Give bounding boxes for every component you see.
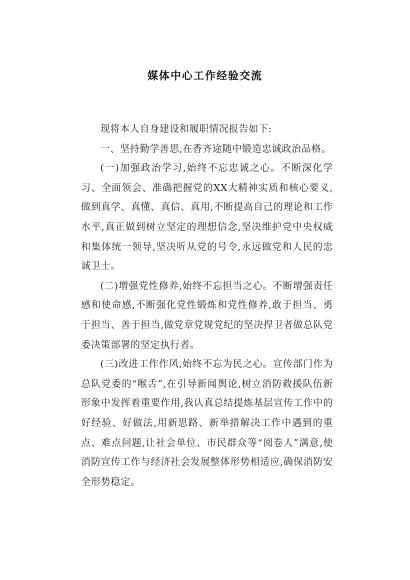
- paragraph-work-style: (三)改进工作作风,始终不忘为民之心。宣传部门作为总队党委的“喉舌”,在引导新闻舆论,树立消防救援队伍新形象中发挥着重要作用,我认真总结提炼基层宣传工作中的好经验、好做法,用新思路、新举措解决工作中遇到的重点、难点问题,让社会单位、市民群众等“阅卷人”满意,使消防宣传工作与经济社会发展整体形势相适应,确保消防安全形势稳定。: [81, 359, 333, 488]
- paragraph-party-spirit: (二)增强党性修养,始终不忘担当之心。不断增强责任感和使命感,不断强化党性锻炼和党性修养,敢于担当、勇于担当、善于担当,做党章党规党纪的坚决捍卫者做总队党委决策部署的坚定执行者。: [81, 280, 333, 351]
- document-title: 媒体中心工作经验交流: [147, 70, 263, 82]
- paragraph-section-one-heading: 一、坚持勤学善思,在香齐途随中锻造忠诚政治品格。: [100, 143, 332, 155]
- paragraph-intro: 现将本人自身建设和履职情况报告如下:: [100, 124, 272, 135]
- paragraph-political-study: (一)加强政治学习,始终不忘忠诚之心。不断深化学习、全面领会、准确把握党的XX大精神实质和核心要义,做到真学、真懂、真信、真用,不断提高自己的理论和工作水平,真正做到树立坚定的理想信念,坚决维护党中央权威和集体统一领导,坚决听从党的号令,永远做党和人民的忠诚卫士。: [81, 163, 333, 273]
- document-body: [81, 120, 333, 492]
